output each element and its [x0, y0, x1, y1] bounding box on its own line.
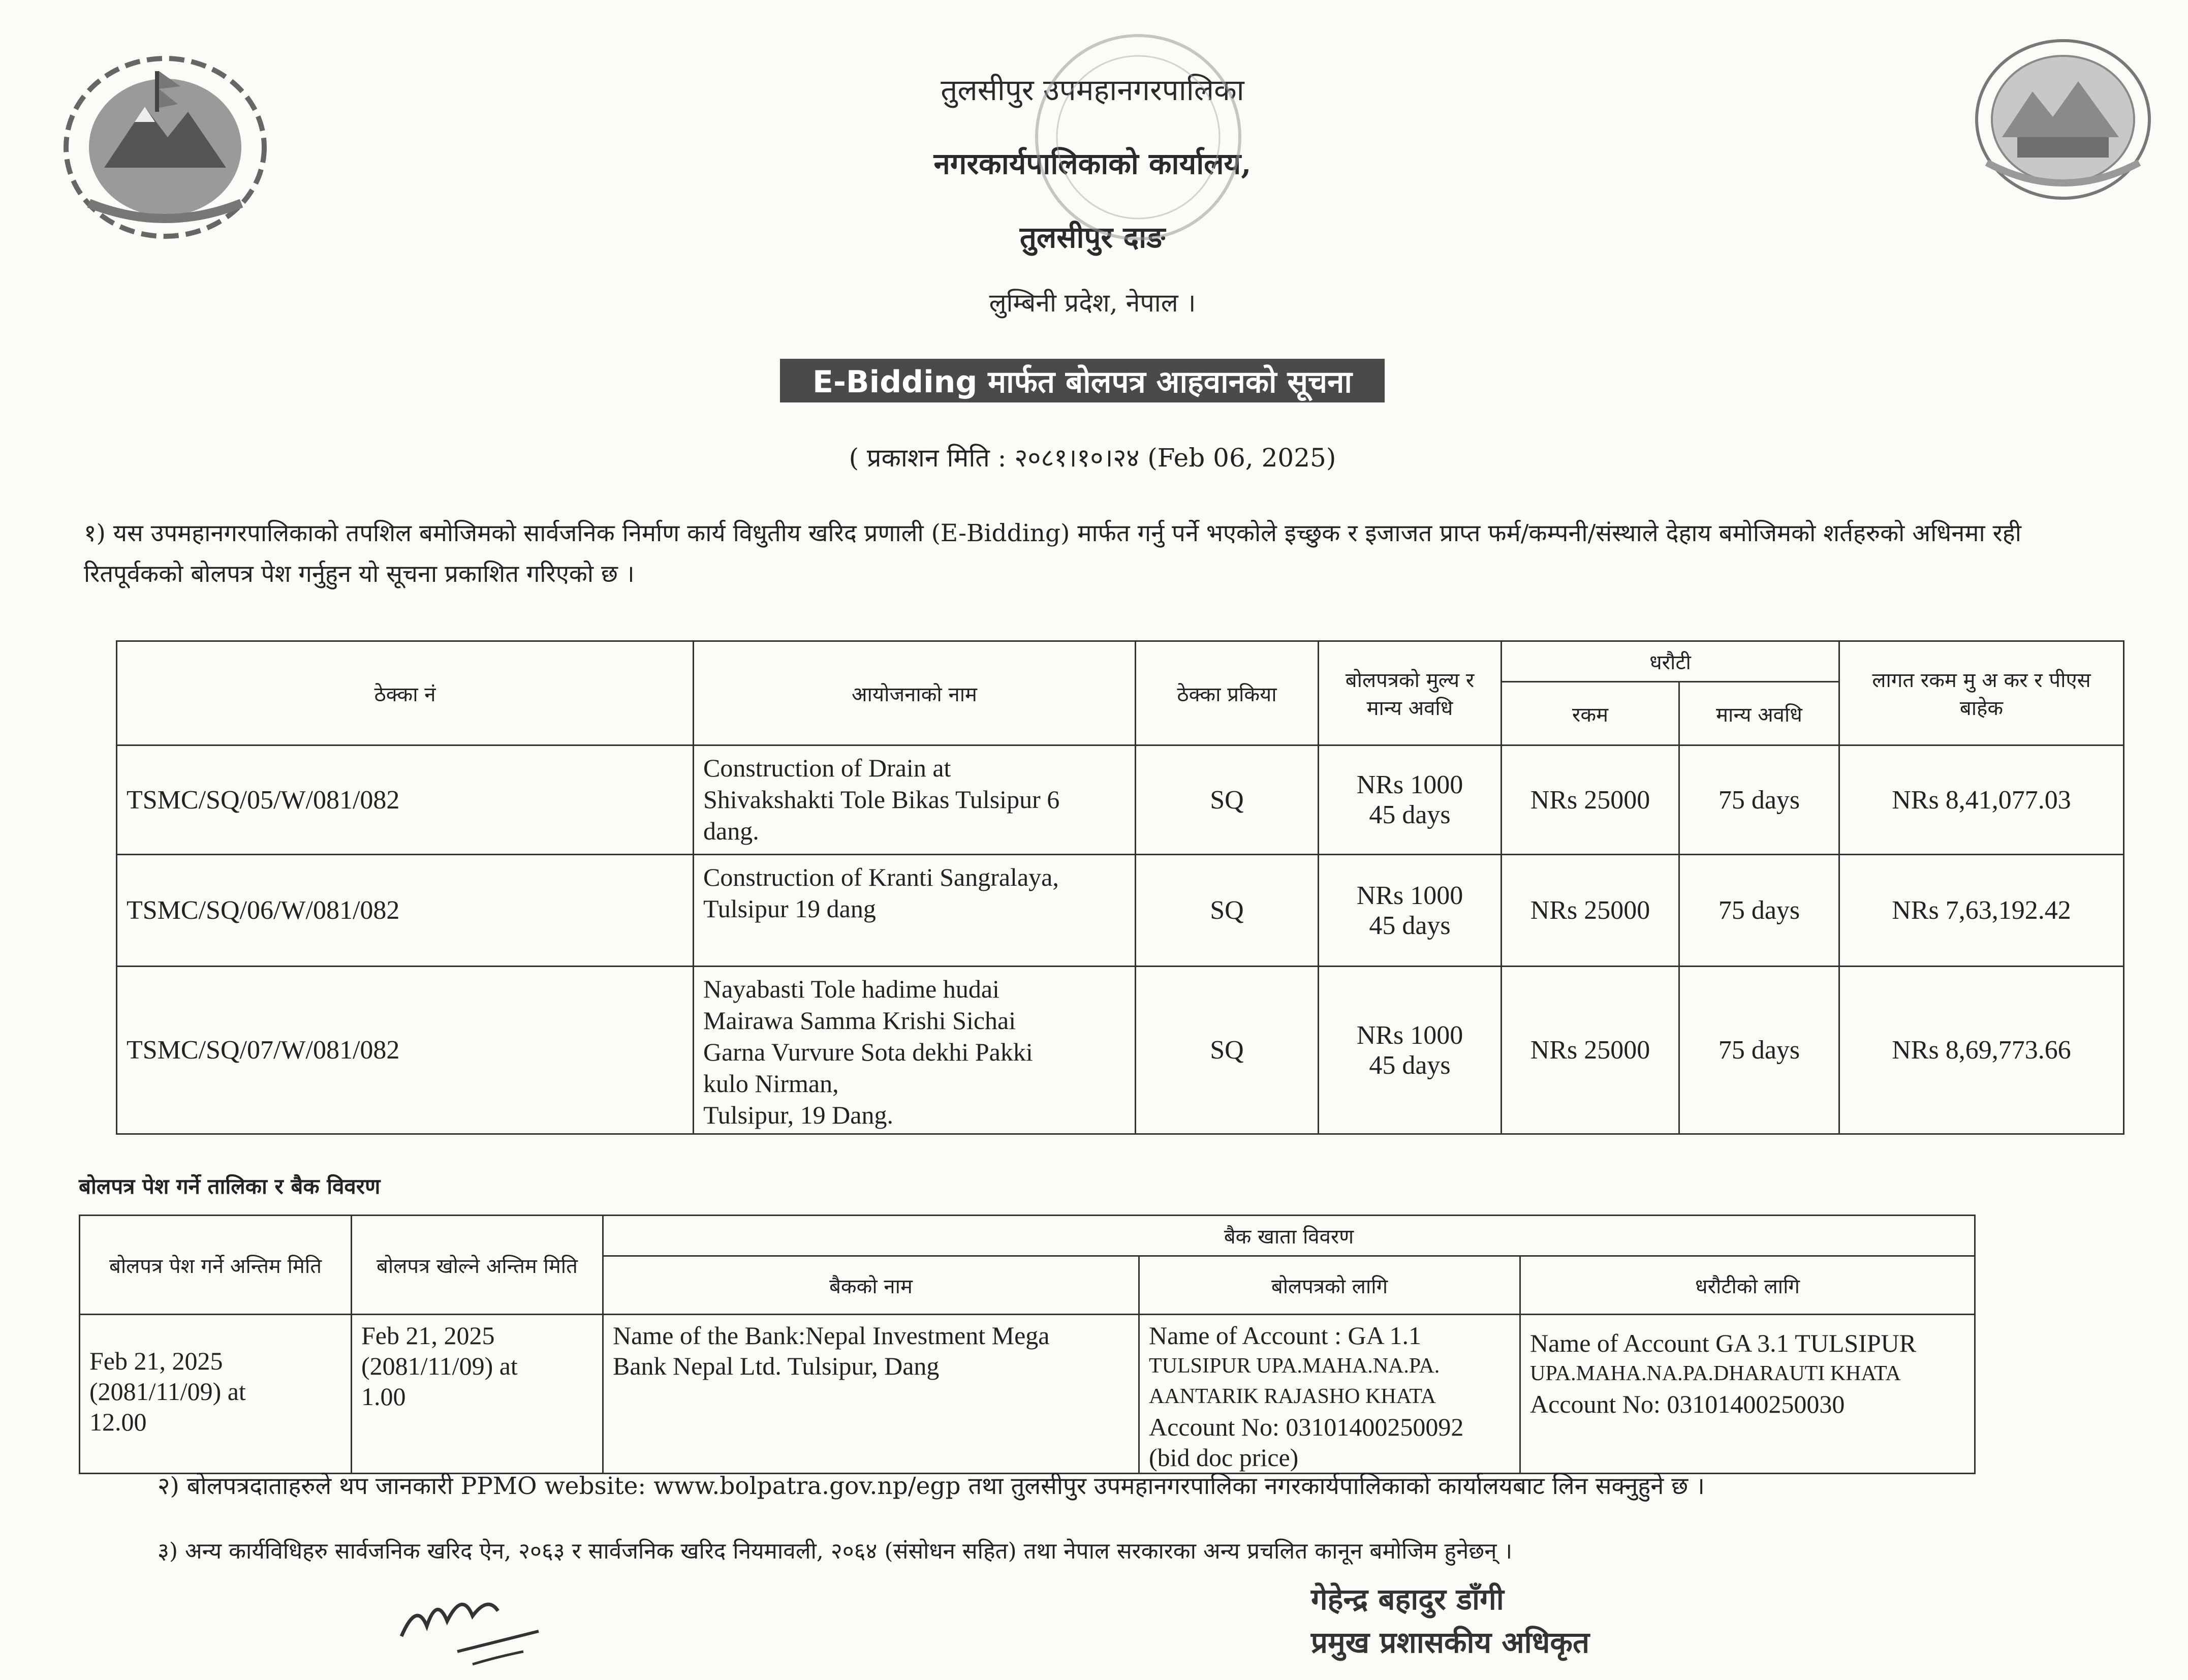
- contract-table: [116, 640, 2124, 1135]
- signatory-name: गेहेन्द्र बहादुर डाँगी: [1311, 1582, 1504, 1616]
- publication-date: ( प्रकाशन मिति : २०८१।१०।२४ (Feb 06, 2025): [849, 443, 1336, 473]
- table-row: [117, 745, 2124, 855]
- bid-price: NRs 1000 45 days: [1319, 967, 1502, 1134]
- table-row: [80, 1315, 1975, 1474]
- cost-amount: NRs 8,69,773.66: [1839, 967, 2124, 1134]
- header-deposit: धरौटी: [1502, 641, 1839, 682]
- header-submit-date: बोलपत्र पेश गर्ने अन्तिम मिति: [80, 1216, 352, 1315]
- bank-name: Name of the Bank:Nepal Investment Mega Bank Nepal Ltd. Tulsipur, Dang: [603, 1315, 1139, 1474]
- contract-process: SQ: [1136, 745, 1319, 855]
- header-contract-no: ठेक्का नं: [117, 641, 694, 745]
- cost-amount: NRs 8,41,077.03: [1839, 745, 2124, 855]
- contract-no: TSMC/SQ/05/W/081/082: [117, 745, 694, 855]
- deposit-amount: NRs 25000: [1502, 745, 1679, 855]
- table-row: [117, 967, 2124, 1134]
- header-province: लुम्बिनी प्रदेश, नेपाल ।: [989, 288, 1196, 318]
- header-for-deposit: धरौटीको लागि: [1520, 1256, 1975, 1315]
- project-name: Nayabasti Tole hadime hudai Mairawa Samma Krishi Sichai Garna Vurvure Sota dekhi Pakki kulo Nirman, Tulsipur, 19 Dang.: [694, 967, 1136, 1134]
- contract-no: TSMC/SQ/06/W/081/082: [117, 855, 694, 967]
- schedule-table-label: बोलपत्र पेश गर्ने तालिका र बैक विवरण: [79, 1174, 381, 1199]
- municipality-seal-logo: [1972, 36, 2154, 203]
- header-deposit-amount: रकम: [1502, 682, 1679, 745]
- header-municipality-name: तुलसीपुर उपमहानगरपालिका: [941, 73, 1244, 107]
- submit-date: Feb 21, 2025 (2081/11/09) at 12.00: [80, 1315, 352, 1474]
- deposit-validity: 75 days: [1679, 967, 1839, 1134]
- bid-price: NRs 1000 45 days: [1319, 855, 1502, 967]
- project-name: Construction of Drain at Shivakshakti Tole Bikas Tulsipur 6 dang.: [694, 745, 1136, 855]
- deposit-amount: NRs 25000: [1502, 967, 1679, 1134]
- cost-amount: NRs 7,63,192.42: [1839, 855, 2124, 967]
- header-process: ठेक्का प्रकिया: [1136, 641, 1319, 745]
- open-date: Feb 21, 2025 (2081/11/09) at 1.00: [352, 1315, 603, 1474]
- nepal-emblem-logo: [58, 51, 272, 244]
- header-deposit-validity: मान्य अवधि: [1679, 682, 1839, 745]
- signatory-title: प्रमुख प्रशासकीय अधिकृत: [1311, 1625, 1590, 1660]
- office-stamp: [1026, 25, 1250, 249]
- header-for-bid: बोलपत्रको लागि: [1139, 1256, 1520, 1315]
- bank-schedule-table: [79, 1215, 1976, 1474]
- deposit-validity: 75 days: [1679, 745, 1839, 855]
- handwritten-initials: [396, 1580, 559, 1672]
- bid-price: NRs 1000 45 days: [1319, 745, 1502, 855]
- header-project-name: आयोजनाको नाम: [694, 641, 1136, 745]
- paragraph-1: १) यस उपमहानगरपालिकाको तपशिल बमोजिमको सार्वजनिक निर्माण कार्य विधुतीय खरिद प्रणाली (E-Bidding) मार्फत गर्नु पर्ने भएकोले इच्छुक र इजाजत प्राप्त फर्म/कम्पनी/संस्थाले देहाय बमोजिमको शर्तहरुको अधिनमा रही रितपूर्वकको बोलपत्र पेश गर्नुहुन यो सूचना प्रकाशित गरिएको छ ।: [84, 519, 2021, 588]
- header-bid-price: बोलपत्रको मुल्य र मान्य अवधि: [1319, 641, 1502, 745]
- paragraph-3: ३) अन्य कार्यविधिहरु सार्वजनिक खरिद ऐन, २०६३ र सार्वजनिक खरिद नियमावली, २०६४ (संसोधन सहित) तथा नेपाल सरकारका अन्य प्रचलित कानून बमोजिम हुनेछन् ।: [158, 1538, 1513, 1564]
- notice-title: E-Bidding मार्फत बोलपत्र आहवानको सूचना: [780, 359, 1385, 402]
- bid-account: Name of Account : GA 1.1 TULSIPUR UPA.MAHA.NA.PA. AANTARIK RAJASHO KHATA Account No: 03101400250092 (bid doc price): [1139, 1315, 1520, 1474]
- contract-process: SQ: [1136, 855, 1319, 967]
- project-name: Construction of Kranti Sangralaya, Tulsipur 19 dang: [694, 855, 1136, 967]
- deposit-validity: 75 days: [1679, 855, 1839, 967]
- header-cost: लागत रकम मु अ कर र पीएस बाहेक: [1839, 641, 2124, 745]
- paragraph-2: २) बोलपत्रदाताहरुले थप जानकारी PPMO website: www.bolpatra.gov.np/egp तथा तुलसीपुर उपमहानगरपालिका नगरकार्यपालिकाको कार्यालयबाट लिन सक्नुहुने छ ।: [158, 1472, 1705, 1500]
- header-bank-details: बैक खाता विवरण: [603, 1216, 1975, 1256]
- table-row: [117, 855, 2124, 967]
- contract-process: SQ: [1136, 967, 1319, 1134]
- deposit-amount: NRs 25000: [1502, 855, 1679, 967]
- header-bank-name: बैकको नाम: [603, 1256, 1139, 1315]
- header-open-date: बोलपत्र खोल्ने अन्तिम मिति: [352, 1216, 603, 1315]
- deposit-account: Name of Account GA 3.1 TULSIPUR UPA.MAHA.NA.PA.DHARAUTI KHATA Account No: 03101400250030: [1520, 1315, 1975, 1474]
- contract-no: TSMC/SQ/07/W/081/082: [117, 967, 694, 1134]
- header-location: तुलसीपुर दाङ: [1019, 220, 1166, 255]
- header-office-name: नगरकार्यपालिकाको कार्यालय,: [933, 146, 1252, 181]
